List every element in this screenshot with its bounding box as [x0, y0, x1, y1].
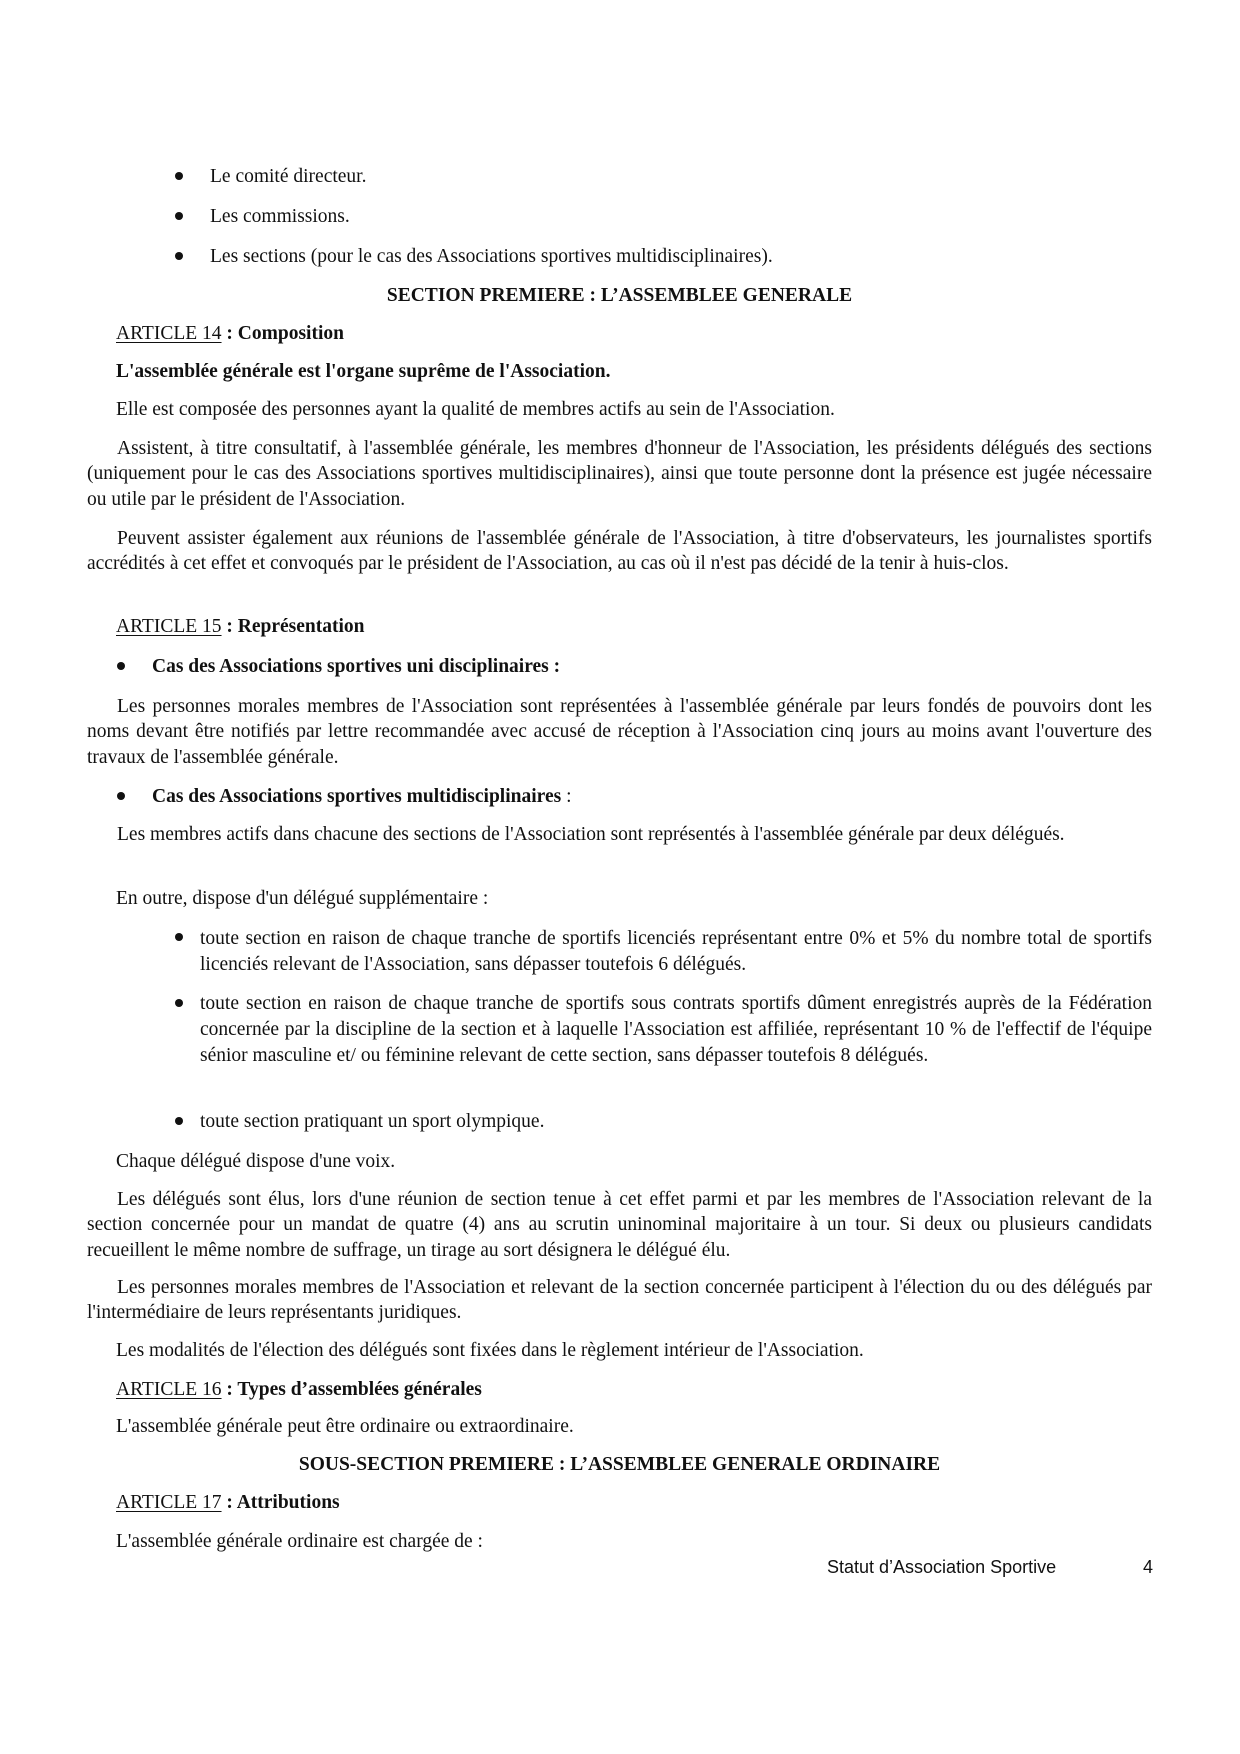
- bullet-icon: [175, 1117, 183, 1125]
- article-label: ARTICLE 16: [116, 1379, 222, 1400]
- paragraph: Assistent, à titre consultatif, à l'assemblée générale, les membres d'honneur de l'Association, les présidents délégués des sections (uniquement pour le cas des Associations sportives multidisciplinaires), ainsi que toute personne dont la présence est jugée nécessaire ou utile par le président de l'Association.: [87, 438, 1152, 510]
- case-heading: [152, 785, 571, 809]
- article-label: ARTICLE 17: [116, 1492, 222, 1513]
- paragraph: En outre, dispose d'un délégué supplémentaire :: [116, 888, 489, 909]
- case-colon: :: [561, 786, 572, 807]
- case-title: Cas des Associations sportives multidisciplinaires: [152, 786, 562, 807]
- article-15-heading: [116, 615, 365, 639]
- section-heading: SECTION PREMIERE : L’ASSEMBLEE GENERALE: [386, 285, 853, 306]
- paragraph: Les personnes morales membres de l'Association et relevant de la section concernée participent à l'élection du ou des délégués par l'intermédiaire de leurs représentants juridiques.: [87, 1277, 1152, 1324]
- paragraph: Les personnes morales membres de l'Association sont représentées à l'assemblée générale par leurs fondés de pouvoirs dont les noms devant être notifiés par lettre recommandée avec accusé de réception à l'Association cinq jours au moins avant l'ouverture des travaux de l'assemblée générale.: [87, 696, 1152, 768]
- footer-title: Statut d’Association Sportive: [827, 1557, 1057, 1577]
- bullet-icon: [175, 252, 183, 260]
- list-item: Le comité directeur.: [210, 166, 367, 187]
- article-title: : Représentation: [221, 616, 365, 637]
- bullet-icon: [175, 212, 183, 220]
- article-17-heading: [116, 1491, 340, 1515]
- article-14-heading: [116, 322, 344, 346]
- list-item: Les commissions.: [210, 206, 350, 227]
- bullet-icon: [117, 792, 125, 800]
- paragraph: Peuvent assister également aux réunions de l'assemblée générale de l'Association, à titre d'observateurs, les journalistes sportifs accrédités à cet effet et convoqués par le président de l'Association, au cas où il n'est pas décidé de la tenir à huis-clos.: [87, 528, 1152, 575]
- article-label: ARTICLE 15: [116, 616, 222, 637]
- bullet-icon: [175, 172, 183, 180]
- bullet-icon: [117, 662, 125, 670]
- list-item: Les sections (pour le cas des Associations sportives multidisciplinaires).: [210, 246, 773, 267]
- article-title: : Composition: [221, 323, 344, 344]
- list-item: toute section pratiquant un sport olympique.: [200, 1111, 545, 1132]
- list-item: toute section en raison de chaque tranche de sportifs sous contrats sportifs dûment enregistrés auprès de la Fédération concernée par la discipline de la section et à laquelle l'Association est affiliée, représentant 10 % de l'effectif de l'équipe sénior masculine et/ ou féminine relevant de cette section, sans dépasser toutefois 8 délégués.: [200, 993, 1152, 1066]
- list-item: toute section en raison de chaque tranche de sportifs licenciés représentant entre 0% et 5% du nombre total de sportifs licenciés relevant de l'Association, sans dépasser toutefois 6 délégués.: [200, 928, 1152, 975]
- subsection-heading: SOUS-SECTION PREMIERE : L’ASSEMBLEE GENERALE ORDINAIRE: [298, 1454, 941, 1475]
- article-16-heading: [116, 1378, 482, 1402]
- article-label: ARTICLE 14: [116, 323, 222, 344]
- paragraph: Chaque délégué dispose d'une voix.: [116, 1151, 396, 1172]
- paragraph: Elle est composée des personnes ayant la qualité de membres actifs au sein de l'Association.: [116, 399, 835, 420]
- paragraph: L'assemblée générale ordinaire est chargée de :: [116, 1531, 483, 1552]
- paragraph: Les délégués sont élus, lors d'une réunion de section tenue à cet effet parmi et par les membres de l'Association relevant de la section concernée pour un mandat de quatre (4) ans au scrutin uninominal majoritaire à un tour. Si deux ou plusieurs candidats recueillent le même nombre de suffrage, un tirage au sort désignera le délégué élu.: [87, 1189, 1152, 1261]
- article-title: : Attributions: [221, 1492, 340, 1513]
- bullet-icon: [175, 933, 183, 941]
- case-heading: Cas des Associations sportives uni disciplinaires :: [152, 656, 561, 677]
- paragraph: Les membres actifs dans chacune des sections de l'Association sont représentés à l'assemblée générale par deux délégués.: [117, 824, 1065, 845]
- article-14-lead: L'assemblée générale est l'organe suprême de l'Association.: [116, 361, 611, 382]
- bullet-icon: [175, 999, 183, 1007]
- paragraph: Les modalités de l'élection des délégués sont fixées dans le règlement intérieur de l'Association.: [116, 1340, 864, 1361]
- page-number: 4: [1143, 1557, 1154, 1577]
- article-title: : Types d’assemblées générales: [221, 1379, 482, 1400]
- paragraph: L'assemblée générale peut être ordinaire ou extraordinaire.: [116, 1416, 574, 1437]
